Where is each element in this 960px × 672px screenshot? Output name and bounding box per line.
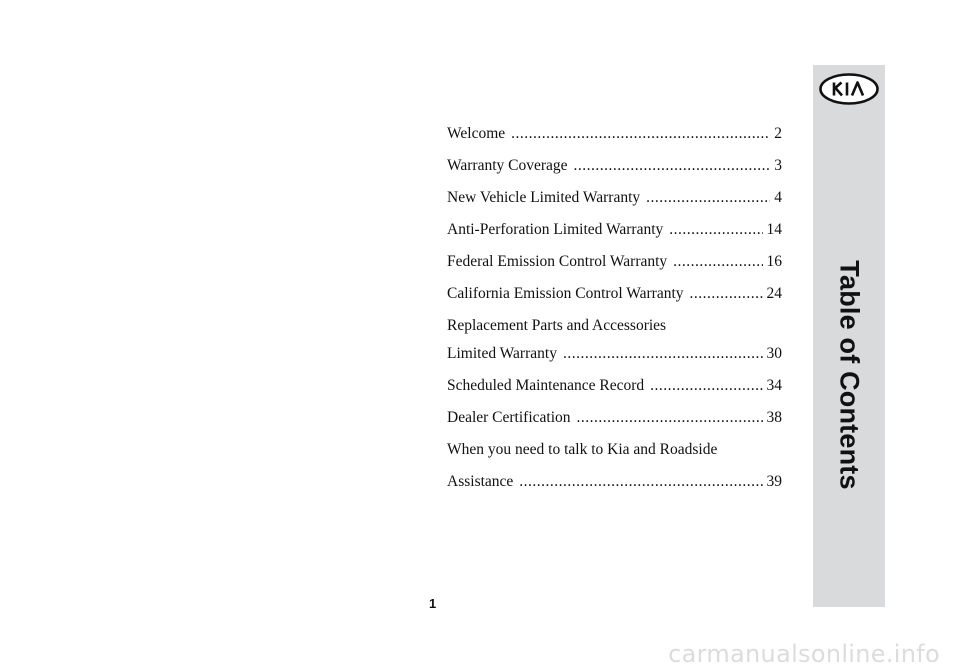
toc-entry-california-emission[interactable] (447, 284, 782, 304)
toc-entry-replacement-parts[interactable] (447, 344, 782, 364)
toc-entry-warranty-coverage[interactable] (447, 156, 782, 176)
toc-leader-dots (519, 472, 762, 492)
toc-leader-dots (673, 252, 762, 272)
table-of-contents (447, 124, 782, 504)
toc-leader-dots (574, 156, 771, 176)
toc-leader-dots (577, 408, 763, 428)
toc-page-number: 24 (766, 285, 782, 302)
chapter-sidebar-tab (813, 65, 885, 607)
toc-entry-scheduled-maintenance[interactable] (447, 376, 782, 396)
toc-entry-welcome[interactable] (447, 124, 782, 144)
toc-entry-label: Scheduled Maintenance Record (447, 377, 645, 394)
toc-page-number: 30 (766, 345, 782, 362)
toc-entry-label: Assistance (447, 473, 514, 490)
toc-entry-label: Anti-Perforation Limited Warranty (447, 221, 664, 238)
toc-entry-label: Welcome (447, 125, 506, 142)
toc-entry-label: When you need to talk to Kia and Roadside (447, 441, 718, 458)
toc-page-number: 38 (766, 409, 782, 426)
kia-logo-icon (819, 73, 879, 105)
toc-entry-label: California Emission Control Warranty (447, 285, 684, 302)
toc-entry-label: Limited Warranty (447, 345, 557, 362)
page-number: 1 (429, 596, 437, 611)
toc-page-number: 3 (774, 157, 782, 174)
toc-entry-roadside-assistance[interactable] (447, 472, 782, 492)
toc-page-number: 39 (766, 473, 782, 490)
toc-page-number: 2 (774, 125, 782, 142)
toc-entry-label: Replacement Parts and Accessories (447, 317, 667, 334)
toc-page-number: 16 (766, 253, 782, 270)
toc-entry-new-vehicle-limited-warranty[interactable] (447, 188, 782, 208)
toc-leader-dots (690, 284, 763, 304)
sidebar-title: Table of Contents (834, 260, 865, 490)
watermark: carmanualsonline.info (668, 640, 940, 668)
toc-leader-dots (669, 220, 762, 240)
toc-leader-dots (563, 344, 763, 364)
toc-entry-federal-emission[interactable] (447, 252, 782, 272)
toc-entry-roadside-line1[interactable] (447, 440, 782, 460)
toc-page-number: 14 (766, 221, 782, 238)
toc-entry-label: Dealer Certification (447, 409, 571, 426)
toc-entry-label: New Vehicle Limited Warranty (447, 189, 641, 206)
toc-page-number: 34 (766, 377, 782, 394)
toc-entry-dealer-certification[interactable] (447, 408, 782, 428)
toc-leader-dots (650, 376, 762, 396)
toc-entry-label: Warranty Coverage (447, 157, 568, 174)
toc-entry-label: Federal Emission Control Warranty (447, 253, 668, 270)
toc-leader-dots (646, 188, 770, 208)
toc-entry-anti-perforation[interactable] (447, 220, 782, 240)
toc-leader-dots (511, 124, 770, 144)
toc-page-number: 4 (774, 189, 782, 206)
toc-entry-replacement-parts-line1[interactable] (447, 316, 782, 336)
